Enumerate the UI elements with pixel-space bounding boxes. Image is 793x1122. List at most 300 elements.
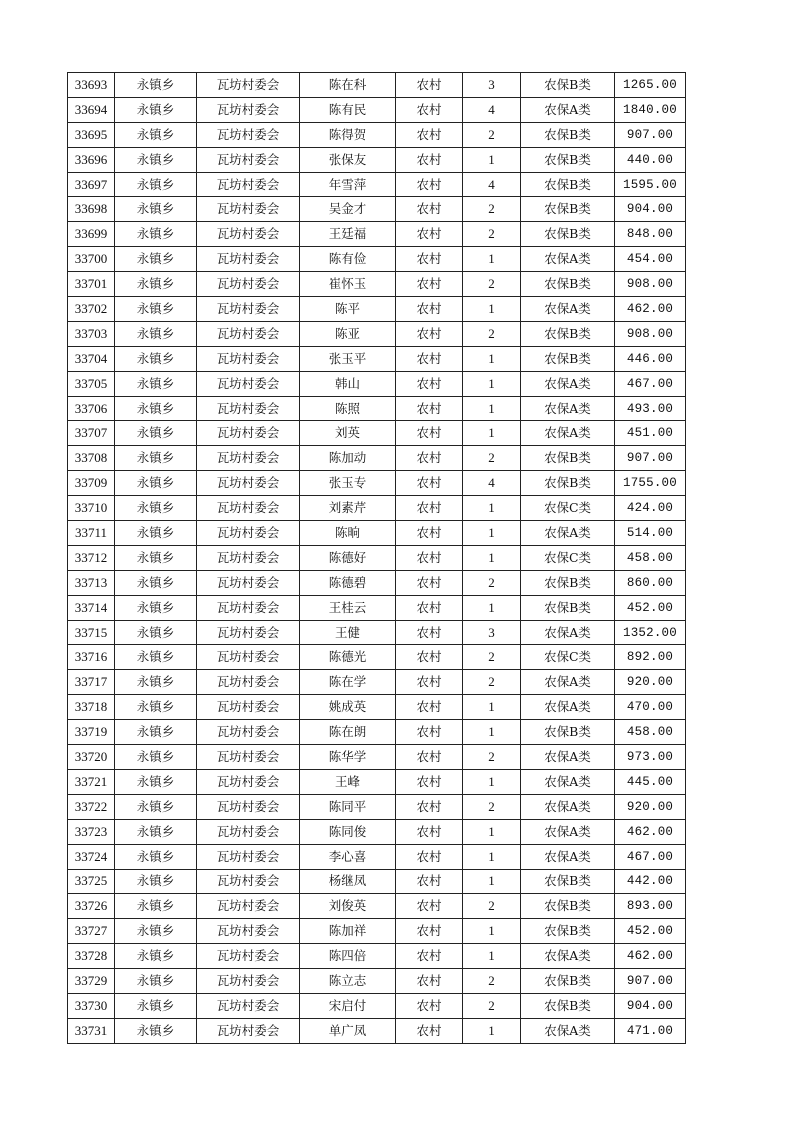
insurance-category-cell: 农保A类 [521,819,615,844]
table-body [68,73,686,1044]
household-size-cell: 1 [463,769,521,794]
name-cell: 王廷福 [300,222,396,247]
table-row [68,297,686,322]
household-type-cell: 农村 [396,496,463,521]
name-cell: 陈德碧 [300,570,396,595]
table-row [68,720,686,745]
household-type-cell: 农村 [396,969,463,994]
amount-cell: 442.00 [615,869,686,894]
township-cell: 永镇乡 [115,297,197,322]
amount-cell: 458.00 [615,545,686,570]
household-size-cell: 1 [463,595,521,620]
name-cell: 陈立志 [300,969,396,994]
township-cell: 永镇乡 [115,1018,197,1043]
table-row [68,1018,686,1043]
township-cell: 永镇乡 [115,670,197,695]
township-cell: 永镇乡 [115,969,197,994]
table-row [68,73,686,98]
name-cell: 王桂云 [300,595,396,620]
household-type-cell: 农村 [396,769,463,794]
household-type-cell: 农村 [396,396,463,421]
record-id-cell: 33717 [68,670,115,695]
record-id-cell: 33730 [68,993,115,1018]
record-id-cell: 33693 [68,73,115,98]
table-row [68,97,686,122]
household-size-cell: 1 [463,297,521,322]
table-row [68,595,686,620]
amount-cell: 908.00 [615,321,686,346]
insurance-category-cell: 农保B类 [521,272,615,297]
name-cell: 陈加祥 [300,919,396,944]
household-type-cell: 农村 [396,122,463,147]
table-row [68,819,686,844]
name-cell: 年雪萍 [300,172,396,197]
township-cell: 永镇乡 [115,73,197,98]
household-size-cell: 2 [463,993,521,1018]
amount-cell: 445.00 [615,769,686,794]
household-size-cell: 2 [463,745,521,770]
household-size-cell: 1 [463,346,521,371]
insurance-category-cell: 农保B类 [521,122,615,147]
insurance-category-cell: 农保B类 [521,147,615,172]
record-id-cell: 33715 [68,620,115,645]
township-cell: 永镇乡 [115,745,197,770]
insurance-category-cell: 农保A类 [521,421,615,446]
insurance-category-cell: 农保B类 [521,321,615,346]
village-committee-cell: 瓦坊村委会 [197,969,300,994]
name-cell: 单广凤 [300,1018,396,1043]
name-cell: 张玉专 [300,471,396,496]
insurance-category-cell: 农保B类 [521,471,615,496]
village-committee-cell: 瓦坊村委会 [197,521,300,546]
township-cell: 永镇乡 [115,122,197,147]
village-committee-cell: 瓦坊村委会 [197,595,300,620]
amount-cell: 1352.00 [615,620,686,645]
village-committee-cell: 瓦坊村委会 [197,421,300,446]
name-cell: 陈德光 [300,645,396,670]
village-committee-cell: 瓦坊村委会 [197,620,300,645]
township-cell: 永镇乡 [115,272,197,297]
household-size-cell: 2 [463,670,521,695]
table-row [68,272,686,297]
village-committee-cell: 瓦坊村委会 [197,471,300,496]
village-committee-cell: 瓦坊村委会 [197,645,300,670]
household-size-cell: 1 [463,720,521,745]
amount-cell: 893.00 [615,894,686,919]
household-type-cell: 农村 [396,545,463,570]
table-row [68,919,686,944]
table-row [68,645,686,670]
insurance-category-cell: 农保B类 [521,172,615,197]
household-size-cell: 4 [463,172,521,197]
township-cell: 永镇乡 [115,794,197,819]
township-cell: 永镇乡 [115,993,197,1018]
record-id-cell: 33719 [68,720,115,745]
record-id-cell: 33712 [68,545,115,570]
name-cell: 刘素芹 [300,496,396,521]
table-row [68,172,686,197]
amount-cell: 462.00 [615,944,686,969]
record-id-cell: 33704 [68,346,115,371]
insurance-category-cell: 农保A类 [521,794,615,819]
village-committee-cell: 瓦坊村委会 [197,297,300,322]
household-type-cell: 农村 [396,521,463,546]
name-cell: 张保友 [300,147,396,172]
village-committee-cell: 瓦坊村委会 [197,172,300,197]
beneficiary-table [67,72,686,1044]
township-cell: 永镇乡 [115,172,197,197]
table-row [68,421,686,446]
household-type-cell: 农村 [396,172,463,197]
table-row [68,496,686,521]
village-committee-cell: 瓦坊村委会 [197,446,300,471]
village-committee-cell: 瓦坊村委会 [197,745,300,770]
record-id-cell: 33726 [68,894,115,919]
table-row [68,745,686,770]
township-cell: 永镇乡 [115,595,197,620]
village-committee-cell: 瓦坊村委会 [197,346,300,371]
household-size-cell: 4 [463,471,521,496]
township-cell: 永镇乡 [115,471,197,496]
household-type-cell: 农村 [396,993,463,1018]
insurance-category-cell: 农保C类 [521,645,615,670]
amount-cell: 462.00 [615,297,686,322]
amount-cell: 908.00 [615,272,686,297]
household-size-cell: 1 [463,147,521,172]
household-size-cell: 1 [463,545,521,570]
record-id-cell: 33723 [68,819,115,844]
household-type-cell: 农村 [396,819,463,844]
household-size-cell: 1 [463,844,521,869]
insurance-category-cell: 农保A类 [521,1018,615,1043]
name-cell: 陈有民 [300,97,396,122]
record-id-cell: 33711 [68,521,115,546]
village-committee-cell: 瓦坊村委会 [197,496,300,521]
household-type-cell: 农村 [396,570,463,595]
table-row [68,521,686,546]
amount-cell: 1840.00 [615,97,686,122]
township-cell: 永镇乡 [115,570,197,595]
amount-cell: 452.00 [615,595,686,620]
record-id-cell: 33701 [68,272,115,297]
insurance-category-cell: 农保B类 [521,73,615,98]
amount-cell: 907.00 [615,446,686,471]
record-id-cell: 33705 [68,371,115,396]
table-row [68,620,686,645]
amount-cell: 451.00 [615,421,686,446]
table-row [68,794,686,819]
amount-cell: 973.00 [615,745,686,770]
record-id-cell: 33718 [68,695,115,720]
insurance-category-cell: 农保A类 [521,297,615,322]
village-committee-cell: 瓦坊村委会 [197,869,300,894]
household-type-cell: 农村 [396,595,463,620]
table-row [68,545,686,570]
amount-cell: 470.00 [615,695,686,720]
township-cell: 永镇乡 [115,147,197,172]
household-size-cell: 1 [463,496,521,521]
household-size-cell: 1 [463,247,521,272]
household-type-cell: 农村 [396,222,463,247]
record-id-cell: 33703 [68,321,115,346]
record-id-cell: 33725 [68,869,115,894]
insurance-category-cell: 农保B类 [521,969,615,994]
insurance-category-cell: 农保A类 [521,97,615,122]
name-cell: 陈四倍 [300,944,396,969]
amount-cell: 1755.00 [615,471,686,496]
household-size-cell: 1 [463,371,521,396]
insurance-category-cell: 农保C类 [521,545,615,570]
household-size-cell: 3 [463,73,521,98]
amount-cell: 462.00 [615,819,686,844]
name-cell: 陈亚 [300,321,396,346]
village-committee-cell: 瓦坊村委会 [197,371,300,396]
name-cell: 陈晌 [300,521,396,546]
record-id-cell: 33724 [68,844,115,869]
household-size-cell: 2 [463,446,521,471]
insurance-category-cell: 农保B类 [521,720,615,745]
insurance-category-cell: 农保A类 [521,944,615,969]
household-size-cell: 1 [463,695,521,720]
household-type-cell: 农村 [396,371,463,396]
amount-cell: 904.00 [615,197,686,222]
insurance-category-cell: 农保B类 [521,869,615,894]
village-committee-cell: 瓦坊村委会 [197,247,300,272]
village-committee-cell: 瓦坊村委会 [197,272,300,297]
amount-cell: 920.00 [615,670,686,695]
household-type-cell: 农村 [396,919,463,944]
household-type-cell: 农村 [396,247,463,272]
amount-cell: 1595.00 [615,172,686,197]
township-cell: 永镇乡 [115,695,197,720]
insurance-category-cell: 农保A类 [521,695,615,720]
village-committee-cell: 瓦坊村委会 [197,769,300,794]
household-type-cell: 农村 [396,645,463,670]
insurance-category-cell: 农保B类 [521,346,615,371]
household-type-cell: 农村 [396,1018,463,1043]
township-cell: 永镇乡 [115,371,197,396]
record-id-cell: 33710 [68,496,115,521]
township-cell: 永镇乡 [115,919,197,944]
village-committee-cell: 瓦坊村委会 [197,396,300,421]
record-id-cell: 33729 [68,969,115,994]
household-size-cell: 2 [463,321,521,346]
household-type-cell: 农村 [396,670,463,695]
amount-cell: 904.00 [615,993,686,1018]
name-cell: 陈同俊 [300,819,396,844]
village-committee-cell: 瓦坊村委会 [197,720,300,745]
amount-cell: 860.00 [615,570,686,595]
township-cell: 永镇乡 [115,620,197,645]
insurance-category-cell: 农保A类 [521,371,615,396]
name-cell: 陈加动 [300,446,396,471]
household-type-cell: 农村 [396,894,463,919]
insurance-category-cell: 农保A类 [521,247,615,272]
township-cell: 永镇乡 [115,844,197,869]
household-type-cell: 农村 [396,720,463,745]
household-size-cell: 1 [463,421,521,446]
household-size-cell: 1 [463,1018,521,1043]
household-type-cell: 农村 [396,297,463,322]
table-row [68,197,686,222]
name-cell: 姚成英 [300,695,396,720]
township-cell: 永镇乡 [115,396,197,421]
household-type-cell: 农村 [396,695,463,720]
insurance-category-cell: 农保A类 [521,396,615,421]
name-cell: 陈在学 [300,670,396,695]
household-type-cell: 农村 [396,844,463,869]
amount-cell: 493.00 [615,396,686,421]
amount-cell: 454.00 [615,247,686,272]
table-row [68,670,686,695]
record-id-cell: 33721 [68,769,115,794]
record-id-cell: 33728 [68,944,115,969]
name-cell: 吴金才 [300,197,396,222]
household-size-cell: 3 [463,620,521,645]
table-row [68,396,686,421]
village-committee-cell: 瓦坊村委会 [197,1018,300,1043]
table-row [68,844,686,869]
table-row [68,471,686,496]
record-id-cell: 33727 [68,919,115,944]
household-type-cell: 农村 [396,620,463,645]
township-cell: 永镇乡 [115,819,197,844]
village-committee-cell: 瓦坊村委会 [197,570,300,595]
name-cell: 李心喜 [300,844,396,869]
insurance-category-cell: 农保A类 [521,521,615,546]
name-cell: 陈在科 [300,73,396,98]
township-cell: 永镇乡 [115,944,197,969]
amount-cell: 471.00 [615,1018,686,1043]
table-row [68,894,686,919]
household-type-cell: 农村 [396,869,463,894]
village-committee-cell: 瓦坊村委会 [197,844,300,869]
insurance-category-cell: 农保A类 [521,620,615,645]
household-size-cell: 1 [463,944,521,969]
record-id-cell: 33695 [68,122,115,147]
township-cell: 永镇乡 [115,97,197,122]
household-type-cell: 农村 [396,944,463,969]
village-committee-cell: 瓦坊村委会 [197,222,300,247]
name-cell: 陈得贺 [300,122,396,147]
insurance-category-cell: 农保A类 [521,769,615,794]
village-committee-cell: 瓦坊村委会 [197,97,300,122]
household-type-cell: 农村 [396,321,463,346]
household-size-cell: 1 [463,819,521,844]
record-id-cell: 33698 [68,197,115,222]
township-cell: 永镇乡 [115,346,197,371]
household-type-cell: 农村 [396,197,463,222]
household-size-cell: 4 [463,97,521,122]
township-cell: 永镇乡 [115,894,197,919]
household-type-cell: 农村 [396,346,463,371]
amount-cell: 920.00 [615,794,686,819]
village-committee-cell: 瓦坊村委会 [197,545,300,570]
insurance-category-cell: 农保B类 [521,222,615,247]
amount-cell: 440.00 [615,147,686,172]
amount-cell: 907.00 [615,969,686,994]
household-size-cell: 2 [463,272,521,297]
insurance-category-cell: 农保B类 [521,894,615,919]
insurance-category-cell: 农保B类 [521,446,615,471]
township-cell: 永镇乡 [115,769,197,794]
name-cell: 崔怀玉 [300,272,396,297]
record-id-cell: 33731 [68,1018,115,1043]
insurance-category-cell: 农保A类 [521,745,615,770]
record-id-cell: 33707 [68,421,115,446]
name-cell: 刘英 [300,421,396,446]
township-cell: 永镇乡 [115,521,197,546]
record-id-cell: 33714 [68,595,115,620]
insurance-category-cell: 农保B类 [521,197,615,222]
amount-cell: 892.00 [615,645,686,670]
village-committee-cell: 瓦坊村委会 [197,670,300,695]
township-cell: 永镇乡 [115,720,197,745]
household-type-cell: 农村 [396,421,463,446]
amount-cell: 452.00 [615,919,686,944]
township-cell: 永镇乡 [115,645,197,670]
record-id-cell: 33713 [68,570,115,595]
insurance-category-cell: 农保A类 [521,670,615,695]
record-id-cell: 33709 [68,471,115,496]
village-committee-cell: 瓦坊村委会 [197,122,300,147]
household-size-cell: 2 [463,969,521,994]
name-cell: 陈德好 [300,545,396,570]
table-row [68,695,686,720]
household-size-cell: 2 [463,794,521,819]
record-id-cell: 33706 [68,396,115,421]
table-row [68,446,686,471]
name-cell: 杨继凤 [300,869,396,894]
amount-cell: 907.00 [615,122,686,147]
township-cell: 永镇乡 [115,496,197,521]
household-size-cell: 2 [463,645,521,670]
village-committee-cell: 瓦坊村委会 [197,944,300,969]
household-size-cell: 2 [463,197,521,222]
amount-cell: 446.00 [615,346,686,371]
table-row [68,869,686,894]
table-row [68,993,686,1018]
household-size-cell: 2 [463,894,521,919]
record-id-cell: 33720 [68,745,115,770]
amount-cell: 458.00 [615,720,686,745]
household-type-cell: 农村 [396,272,463,297]
name-cell: 陈华学 [300,745,396,770]
table-row [68,247,686,272]
name-cell: 王峰 [300,769,396,794]
name-cell: 王健 [300,620,396,645]
household-size-cell: 2 [463,122,521,147]
village-committee-cell: 瓦坊村委会 [197,993,300,1018]
table-row [68,371,686,396]
amount-cell: 424.00 [615,496,686,521]
table-row [68,122,686,147]
insurance-category-cell: 农保A类 [521,844,615,869]
household-type-cell: 农村 [396,471,463,496]
village-committee-cell: 瓦坊村委会 [197,321,300,346]
table-row [68,969,686,994]
village-committee-cell: 瓦坊村委会 [197,73,300,98]
insurance-category-cell: 农保C类 [521,496,615,521]
amount-cell: 467.00 [615,371,686,396]
record-id-cell: 33722 [68,794,115,819]
village-committee-cell: 瓦坊村委会 [197,794,300,819]
household-size-cell: 1 [463,869,521,894]
amount-cell: 1265.00 [615,73,686,98]
township-cell: 永镇乡 [115,321,197,346]
table-row [68,346,686,371]
insurance-category-cell: 农保B类 [521,570,615,595]
